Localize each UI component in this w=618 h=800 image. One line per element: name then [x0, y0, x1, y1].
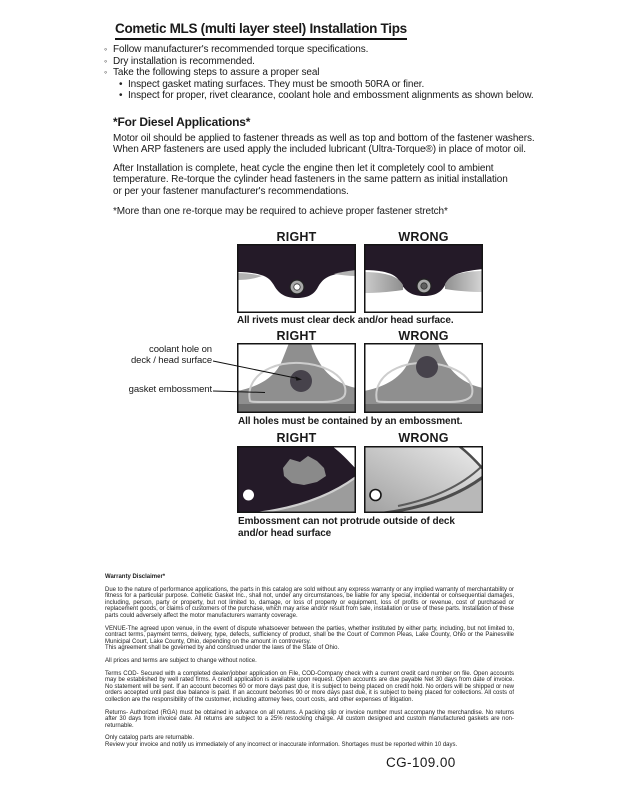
- figure2-wrong-illustration: [364, 343, 483, 413]
- list-item-text: Inspect gasket mating surfaces. They must be smooth 50RA or finer.: [128, 78, 425, 90]
- legal-paragraph-returns: Returns- Authorized (RGA) must be obtained in advance on all returns. A packing slip or invoice number must accompany the merchandise. No returns after 30 days from invoice date. All returns are subject to a 25% restocking charge. All custom designed and custom manufactured gaskets are non-returnable.: [105, 709, 514, 729]
- figure3-wrong-illustration: [364, 446, 483, 513]
- paragraph-line: Motor oil should be applied to fastener threads as well as top and bottom of the fastener washers.: [113, 133, 535, 144]
- figure2-caption: All holes must be contained by an embossment.: [238, 416, 463, 427]
- rivet-center: [294, 284, 300, 290]
- label-line: deck / head surface: [130, 354, 212, 366]
- figure1-wrong-label: WRONG: [398, 230, 449, 244]
- coolant-hole: [416, 356, 438, 378]
- list-item-text: Follow manufacturer's recommended torque specifications.: [113, 44, 369, 55]
- legal-paragraph-prices: All prices and terms are subject to change without notice.: [105, 657, 257, 664]
- legal-paragraph-terms: Terms COD- Secured with a completed dealer/jobber application on File, COD-Company check with a current credit card number on file. Open accounts may be established by well rated firms. A credit application is available upon request. Open accounts are due payable Net 30 days from date of invoice. No statement will be sent. If an account becomes 60 or more days past due, it is subject to being placed on credit hold. No orders will be shipped or new orders accepted until past due balance is paid. If an account becomes 90 or more days past due, it is subject to being placed for collections. All costs of collection are the responsibility of the customer, including attorney fees, court costs, and other expenses of litigation.: [105, 670, 514, 703]
- warranty-disclaimer-heading: Warranty Disclaimer*: [105, 574, 166, 580]
- list-item: [104, 56, 534, 68]
- list-item-text: Inspect for proper, rivet clearance, coolant hole and embossment alignments as shown below.: [128, 90, 534, 102]
- label-line: coolant hole on: [149, 344, 212, 355]
- legal-paragraph-venue: VENUE-The agreed upon venue, in the event of dispute whatsoever between the parties, whether instituted by either party, including, but not limited to, contract terms, payment terms, delivery, type, defects, sufficiency of product, shall be the Court of Common Pleas, Lake County, Ohio or the Painesville Municipal Court, Lake County, Ohio, depending on the amount in controversy.: [105, 625, 514, 645]
- legal-paragraph-warranty: Due to the nature of performance applications, the parts in this catalog are sold without any express warranty or any implied warranty of merchantability or fitness for a particular purpose. Cometic Gasket Inc., shall not, under any circumstances, be liable for any special, incidental or consequential damages, including, person, party or property, but not limited to, damage, or loss of property or equipment, loss of profits or revenue, cost of purchased or replacement goods, or claims of customers of the purchase, which may arise and/or result from sale, installation or use of these parts. Installation of these parts could adversely affect the motor manufacturers warranty coverage.: [105, 586, 514, 619]
- paragraph-line: temperature. Re-torque the cylinder head fasteners in the same pattern as initial installation: [113, 174, 508, 186]
- list-item: [104, 67, 534, 79]
- diesel-paragraph-2: [113, 163, 508, 197]
- leader-arrowhead-icon: [295, 376, 302, 380]
- filled-bullet-icon: •: [119, 78, 123, 90]
- rivet-center: [421, 283, 427, 289]
- coolant-leader-line: [213, 361, 298, 379]
- embossment-leader-line: [213, 391, 265, 393]
- paragraph-line: or per your fastener manufacturer's recommendations.: [113, 185, 349, 197]
- figure1-right-illustration: [237, 244, 356, 313]
- list-item: [104, 44, 534, 56]
- figure1-caption: All rivets must clear deck and/or head surface.: [237, 315, 454, 326]
- bolt-hole: [370, 490, 381, 501]
- installation-tips-list: [104, 44, 534, 102]
- legal-paragraph-review-invoice: Review your invoice and notify us immediately of any incorrect or inaccurate information. Shortages must be reported within 10 days.: [105, 741, 458, 748]
- figure3-right-label: RIGHT: [276, 431, 317, 445]
- list-item: [119, 90, 534, 102]
- open-bullet-icon: ◦: [104, 55, 108, 66]
- retorque-note: *More than one re-torque may be required to achieve proper fastener stretch*: [113, 206, 448, 217]
- list-item-text: Take the following steps to assure a proper seal: [113, 67, 320, 79]
- coolant-hole-label: [110, 345, 212, 366]
- figure2-right-label: RIGHT: [276, 329, 317, 343]
- page-title: Cometic MLS (multi layer steel) Installation Tips: [115, 21, 407, 40]
- caption-line: and/or head surface: [238, 528, 332, 539]
- diesel-section-heading: *For Diesel Applications*: [113, 115, 251, 129]
- figure3-wrong-label: WRONG: [398, 431, 449, 445]
- figure3-caption: [238, 516, 455, 540]
- figure3-right-illustration: [237, 446, 356, 513]
- list-item: [119, 79, 534, 91]
- list-item-text: Dry installation is recommended.: [113, 55, 255, 67]
- open-bullet-icon: ◦: [104, 67, 108, 78]
- gasket-embossment-label: gasket embossment: [128, 384, 212, 395]
- diesel-paragraph-1: [113, 133, 535, 156]
- bolt-hole: [243, 490, 254, 501]
- paragraph-line: After Installation is complete, heat cycle the engine then let it completely cool to ambient: [113, 163, 494, 174]
- figure1-wrong-illustration: [364, 244, 483, 313]
- figure1-right-label: RIGHT: [276, 230, 317, 244]
- legal-paragraph-catalog-returns: Only catalog parts are returnable.: [105, 735, 195, 742]
- paragraph-line: When ARP fasteners are used apply the included lubricant (Ultra-Torque®) in place of motor oil.: [113, 144, 526, 156]
- legal-paragraph-governing-law: This agreement shall be governed by and construed under the laws of the State of Ohio.: [105, 645, 340, 652]
- warranty-disclaimer-section: [105, 574, 514, 754]
- figure2-wrong-label: WRONG: [398, 329, 449, 343]
- annotation-leader-lines: [205, 350, 310, 400]
- open-bullet-icon: ◦: [104, 44, 108, 54]
- filled-bullet-icon: •: [119, 90, 123, 102]
- caption-line: Embossment can not protrude outside of deck: [238, 516, 455, 527]
- page-code: CG-109.00: [386, 755, 456, 770]
